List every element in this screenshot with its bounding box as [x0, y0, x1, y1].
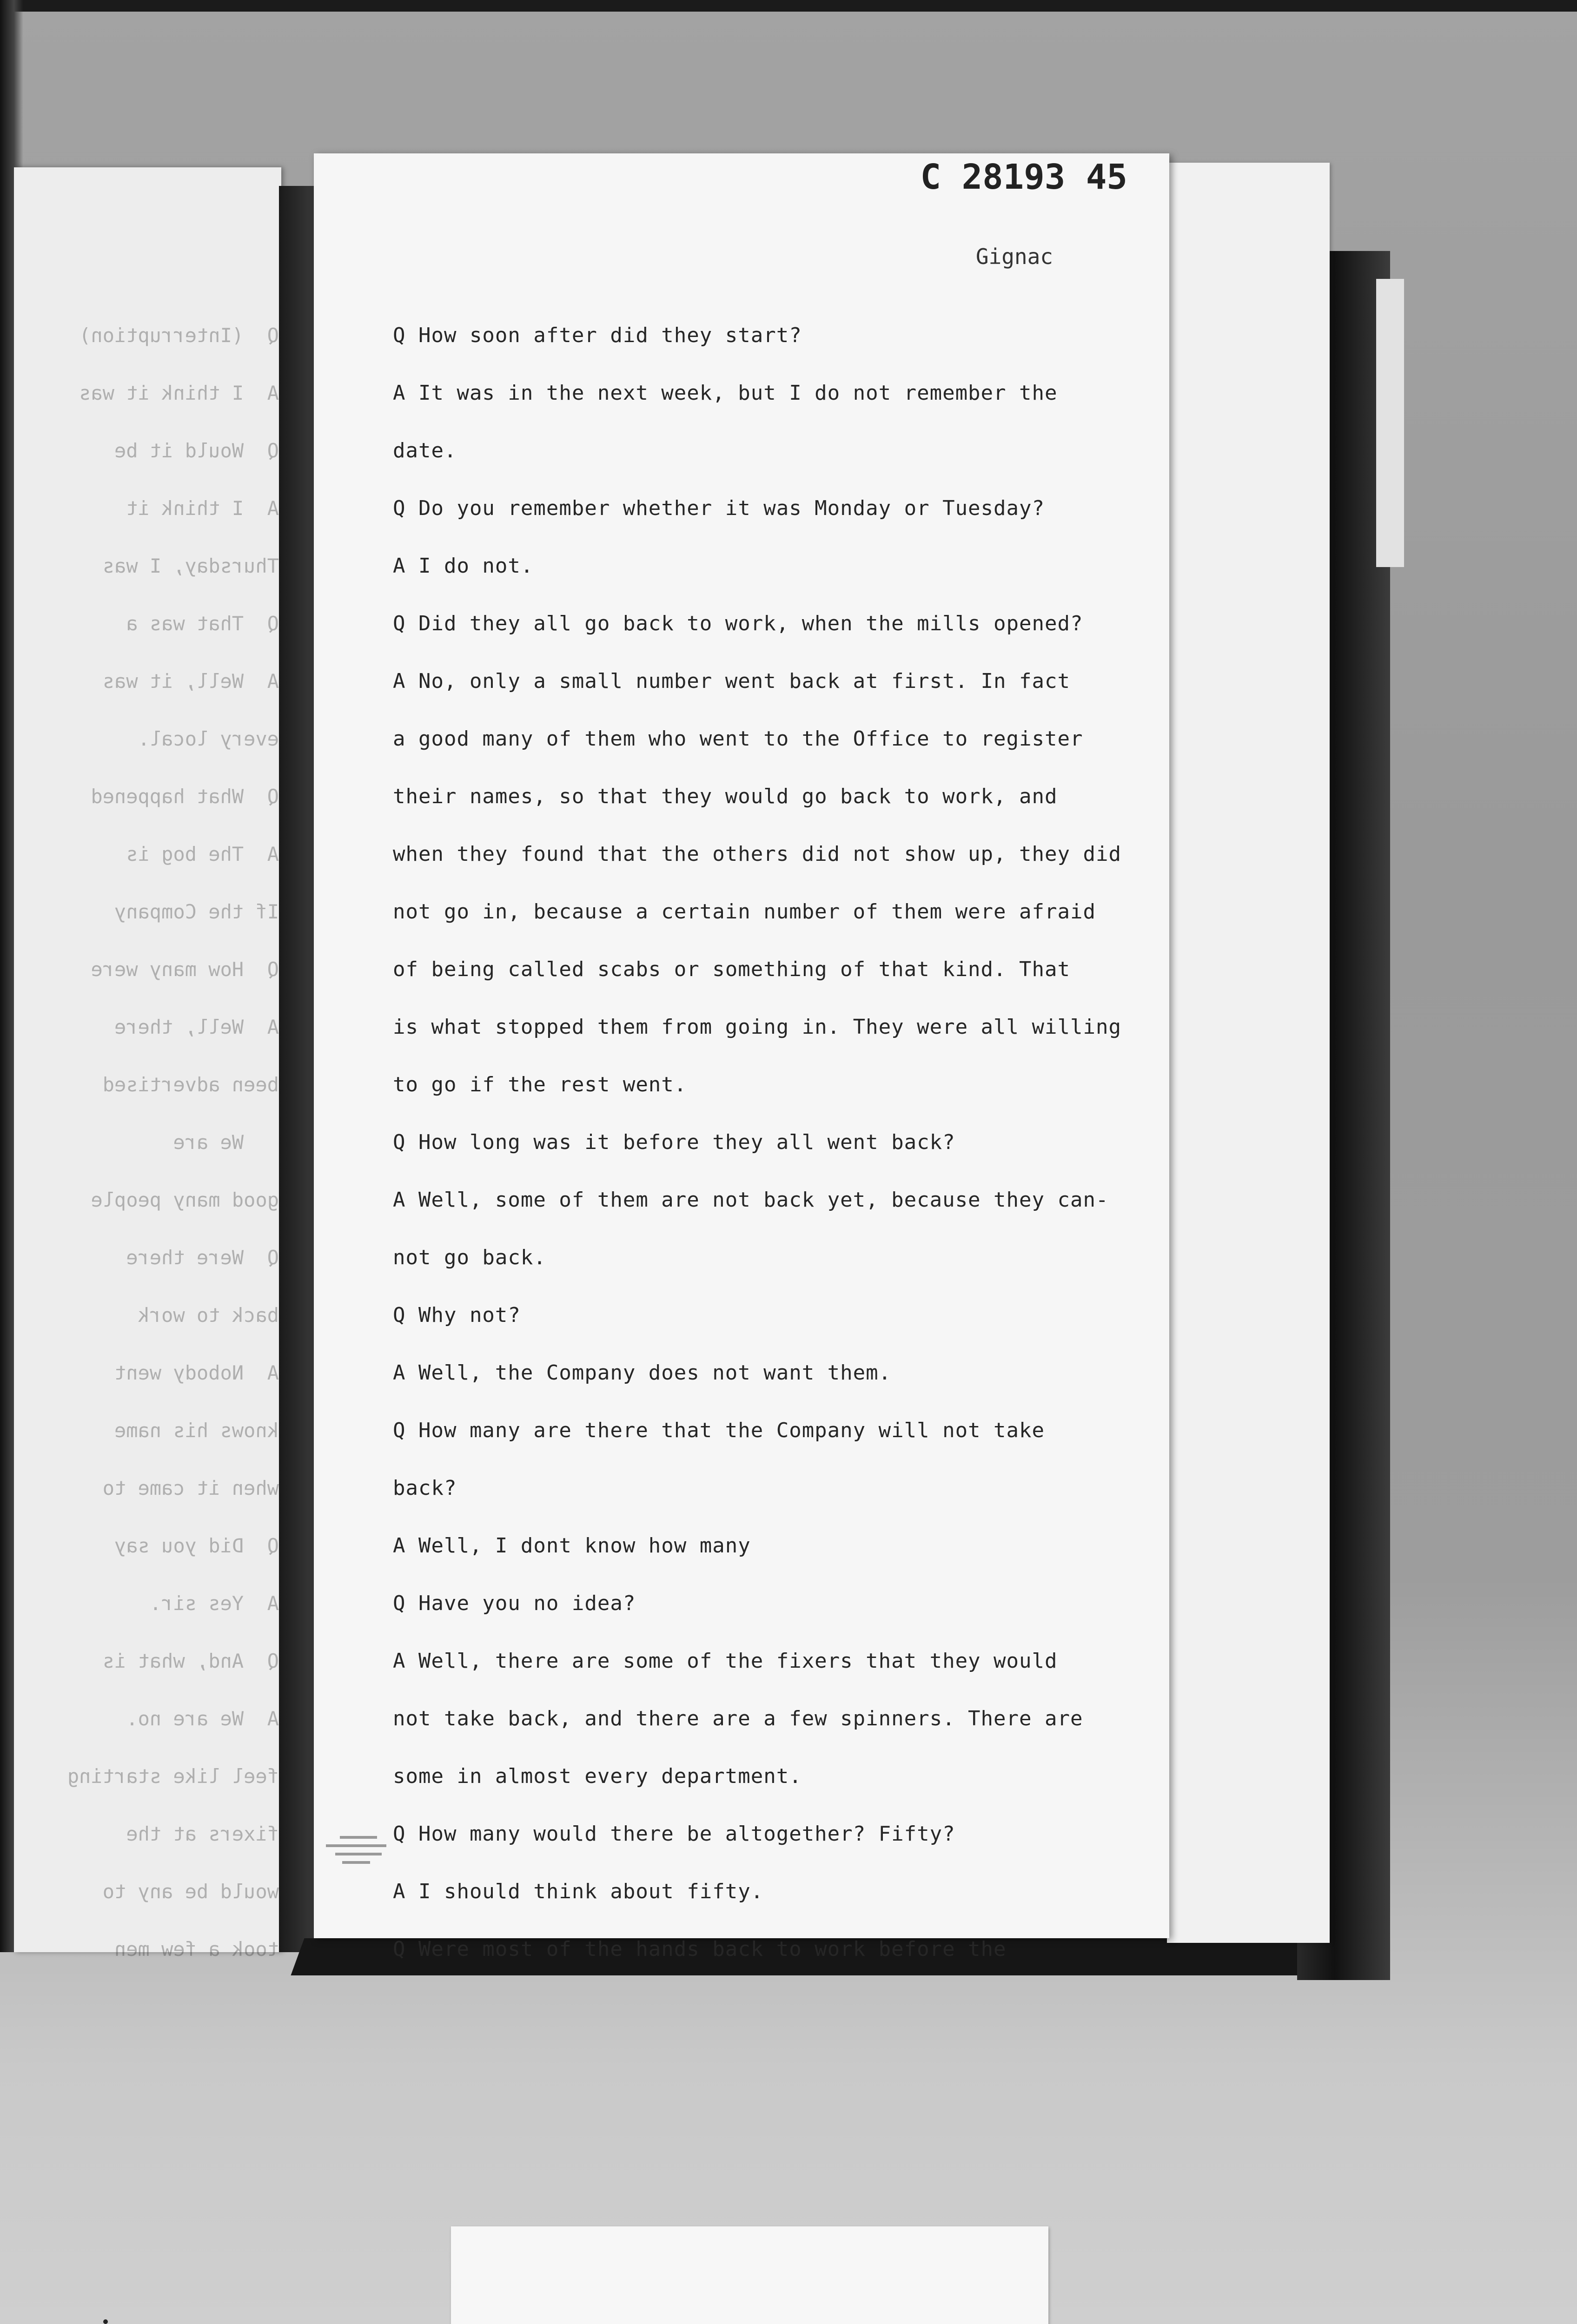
transcript-line: Q How long was it before they all went back?	[393, 1130, 955, 1154]
transcript-body	[393, 307, 1155, 1978]
transcript-line: not go in, because a certain number of them were afraid	[393, 900, 1096, 924]
transcript-line: A Well, some of them are not back yet, because they can-	[393, 1188, 1109, 1212]
transcript-line: Q Do you remember whether it was Monday or Tuesday?	[393, 496, 1045, 520]
transcript-line: A I do not.	[393, 554, 534, 578]
transcript-line: A I should think about fifty.	[393, 1880, 764, 1903]
transcript-page	[314, 153, 1169, 1961]
transcript-line: A No, only a small number went back at first. In fact	[393, 669, 1070, 693]
transcript-line: Q How many are there that the Company will not take	[393, 1419, 1045, 1442]
transcript-line: a good many of them who went to the Office to register	[393, 727, 1083, 751]
transcript-line: A It was in the next week, but I do not remember the	[393, 381, 1058, 405]
transcript-line: A Well, I dont know how many	[393, 1534, 751, 1558]
witness-name-header: Gignac	[975, 244, 1053, 269]
transcript-line: when they found that the others did not show up, they did	[393, 842, 1121, 866]
transcript-line: of being called scabs or something of that kind. That	[393, 957, 1070, 981]
transcript-line: back?	[393, 1476, 457, 1500]
transcript-line: date.	[393, 439, 457, 462]
transcript-line: some in almost every department.	[393, 1764, 802, 1788]
transcript-line: not take back, and there are a few spinners. There are	[393, 1707, 1083, 1730]
transcript-line: Q Why not?	[393, 1303, 521, 1327]
transcript-line: Q How soon after did they start?	[393, 324, 802, 347]
transcript-line: Q Were most of the hands back to work before the	[393, 1937, 1007, 1961]
transcript-line: their names, so that they would go back to work, and	[393, 785, 1058, 808]
top-dark-edge	[0, 0, 1577, 12]
transcript-line: Q How many would there be altogether? Fifty?	[393, 1822, 955, 1846]
transcript-line: Q Have you no idea?	[393, 1591, 636, 1615]
transcript-line: is what stopped them from going in. They were all willing	[393, 1015, 1121, 1039]
page-number: C 28193 45	[920, 157, 1127, 197]
transcript-line: Q Did they all go back to work, when the mills opened?	[393, 612, 1083, 635]
collection-card	[451, 2226, 1048, 2324]
transcript-line: A Well, the Company does not want them.	[393, 1361, 892, 1385]
left-facing-page	[14, 167, 281, 1961]
transcript-line: to go if the rest went.	[393, 1073, 687, 1096]
dust-speck	[103, 2319, 108, 2324]
book-spine-shadow	[279, 186, 316, 1952]
transcript-line: A Well, there are some of the fixers that they would	[393, 1649, 1058, 1673]
stenographer-stamp	[321, 1831, 391, 1882]
transcript-line: not go back.	[393, 1246, 546, 1269]
folded-paper-flap	[1167, 163, 1330, 1943]
bleed-through-text: Q (Interruption) A I think it was Q Would it be A I think it Thursday, I was Q That was a A Well, it was every local. Q What happened A The bog is If the Company Q How many were A Well, there been advertised We are good many people Q Were there back to work A Nobody went knows his name when it came to Q Did you say A Yes sir. Q And, what is A We are no. feel like starting fixers at the would be any to took a few men	[67, 324, 279, 1961]
paper-slip	[1376, 279, 1404, 567]
